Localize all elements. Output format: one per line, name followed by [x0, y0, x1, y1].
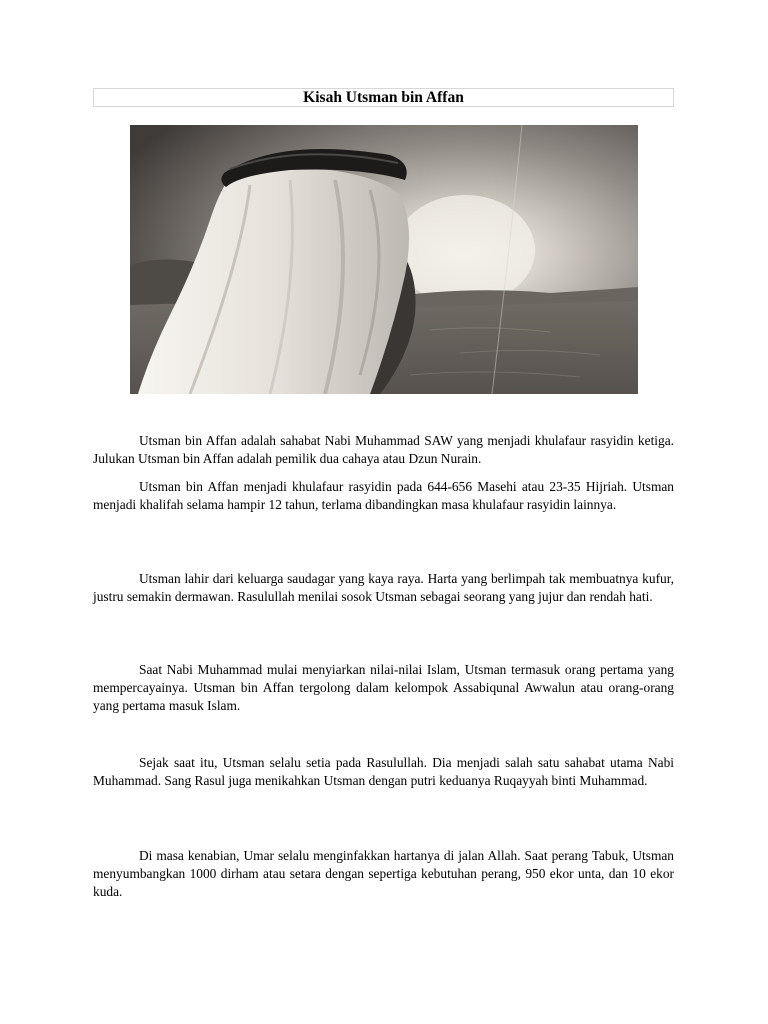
paragraph-2	[93, 478, 674, 514]
paragraph-text: Utsman bin Affan adalah sahabat Nabi Muhammad SAW yang menjadi khulafaur rasyidin ketiga. Julukan Utsman bin Affan adalah pemilik dua cahaya atau Dzun Nurain.	[93, 433, 674, 466]
document-title: Kisah Utsman bin Affan	[93, 88, 674, 107]
paragraph-3	[93, 570, 674, 606]
paragraph-4	[93, 661, 674, 715]
paragraph-5	[93, 754, 674, 790]
paragraph-1	[93, 432, 674, 468]
illustration-photo	[130, 125, 638, 394]
man-in-desert-photo	[130, 125, 638, 394]
paragraph-text: Utsman bin Affan menjadi khulafaur rasyidin pada 644-656 Masehi atau 23-35 Hijriah. Utsman menjadi khalifah selama hampir 12 tahun, terlama dibandingkan masa khulafaur rasyidin lainnya.	[93, 479, 674, 512]
paragraph-text: Saat Nabi Muhammad mulai menyiarkan nilai-nilai Islam, Utsman termasuk orang pertama yang mempercayainya. Utsman bin Affan tergolong dalam kelompok Assabiqunal Awwalun atau orang-orang yang pertama masuk Islam.	[93, 662, 674, 713]
paragraph-text: Utsman lahir dari keluarga saudagar yang kaya raya. Harta yang berlimpah tak membuatnya kufur, justru semakin dermawan. Rasulullah menilai sosok Utsman sebagai seorang yang jujur dan rendah hati.	[93, 571, 674, 604]
paragraph-text: Sejak saat itu, Utsman selalu setia pada Rasulullah. Dia menjadi salah satu sahabat utama Nabi Muhammad. Sang Rasul juga menikahkan Utsman dengan putri keduanya Ruqayyah binti Muhammad.	[93, 755, 674, 788]
paragraph-text: Di masa kenabian, Umar selalu menginfakkan hartanya di jalan Allah. Saat perang Tabuk, Utsman menyumbangkan 1000 dirham atau setara dengan sepertiga kebutuhan perang, 950 ekor unta, dan 10 ekor kuda.	[93, 848, 674, 899]
paragraph-6	[93, 847, 674, 901]
